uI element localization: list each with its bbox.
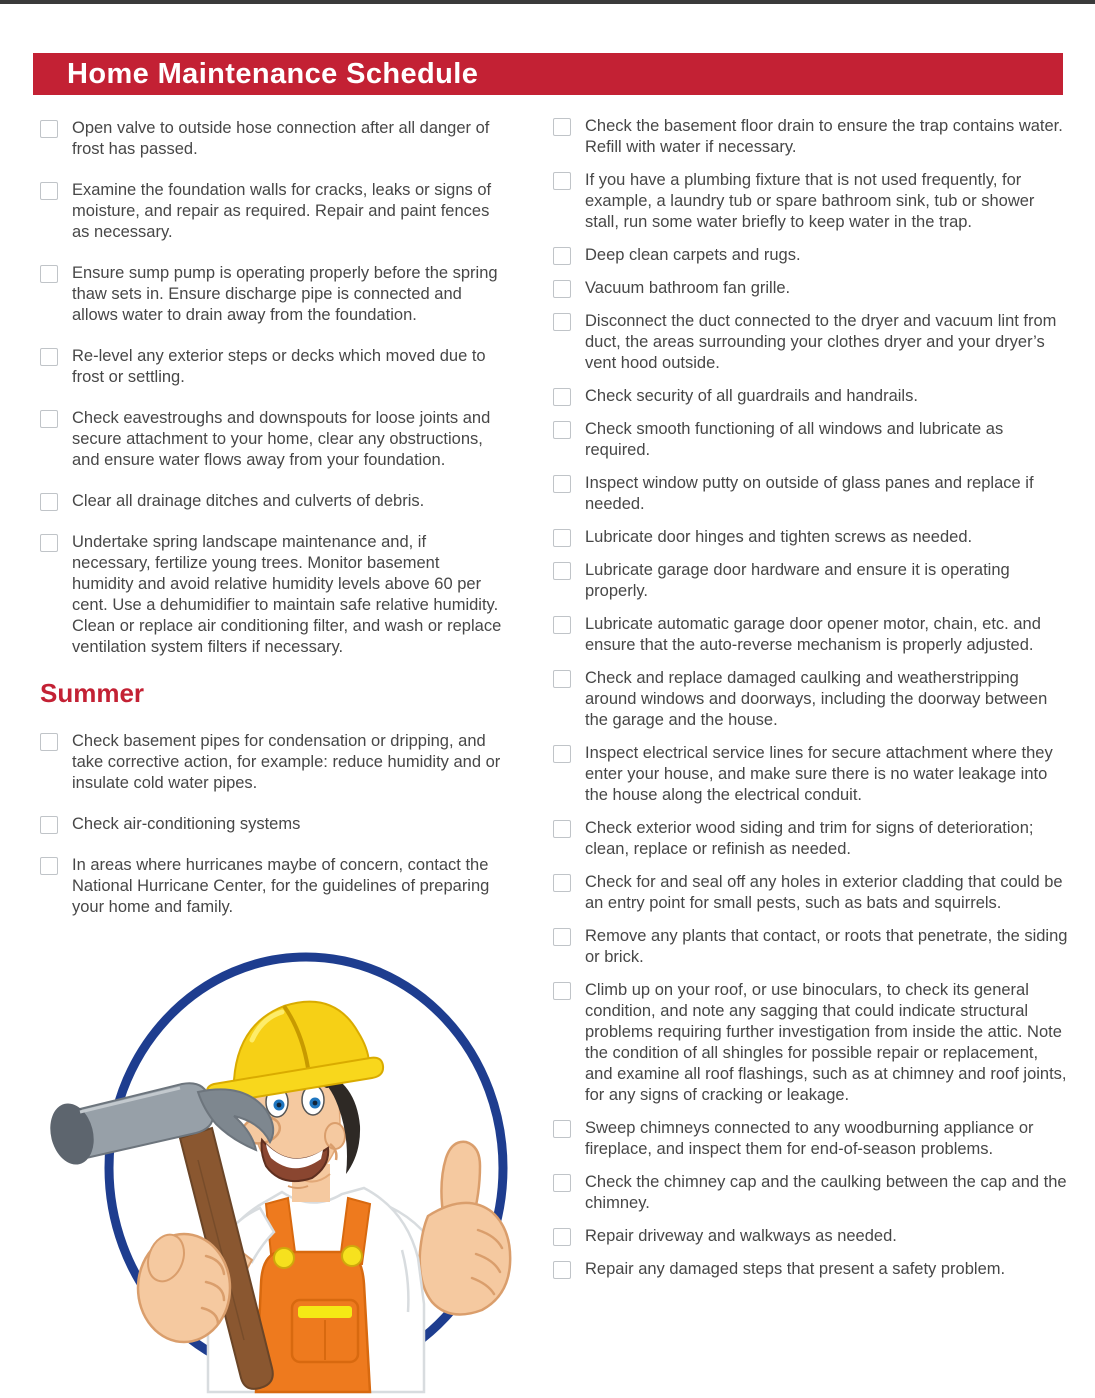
checkbox[interactable] <box>553 982 571 1000</box>
checklist-item <box>553 1259 1068 1280</box>
checklist-item <box>553 278 1068 299</box>
checkbox[interactable] <box>553 1120 571 1138</box>
checklist-item <box>553 527 1068 548</box>
spring-checklist <box>40 118 502 658</box>
checklist-item <box>40 731 502 794</box>
checklist-item-label: Inspect window putty on outside of glass panes and replace if needed. <box>585 474 1034 513</box>
checkbox[interactable] <box>553 745 571 763</box>
checklist-item <box>553 818 1068 860</box>
checklist-item <box>40 263 502 326</box>
checklist-item-label: Re-level any exterior steps or decks which moved due to frost or settling. <box>72 347 486 386</box>
checkbox[interactable] <box>553 280 571 298</box>
left-column <box>40 118 502 938</box>
checklist-item-label: Undertake spring landscape maintenance and, if necessary, fertilize young trees. Monitor basement humidity and avoid relative humidity levels above 60 per cent. Use a dehumidifier to maintain safe relative humidity. Clean or replace air conditioning filter, and wash or replace ventilation system filters if necessary. <box>72 533 502 656</box>
checklist-item-label: Repair any damaged steps that present a safety problem. <box>585 1260 1006 1278</box>
checkbox[interactable] <box>553 388 571 406</box>
checklist-item <box>553 1226 1068 1247</box>
checkbox[interactable] <box>553 1228 571 1246</box>
checklist-item <box>40 346 502 388</box>
checkbox[interactable] <box>553 247 571 265</box>
checkbox[interactable] <box>40 816 58 834</box>
checkbox[interactable] <box>553 1261 571 1279</box>
checkbox[interactable] <box>40 493 58 511</box>
checklist-item-label: Check the chimney cap and the caulking between the cap and the chimney. <box>585 1173 1067 1212</box>
checklist-item-label: Check the basement floor drain to ensure the trap contains water. Refill with water if necessary. <box>585 117 1063 156</box>
checklist-item-label: Examine the foundation walls for cracks, leaks or signs of moisture, and repair as required. Repair and paint fences as necessary. <box>72 181 492 241</box>
checkbox[interactable] <box>553 928 571 946</box>
checklist-item-label: Check for and seal off any holes in exterior cladding that could be an entry point for small pests, such as bats and squirrels. <box>585 873 1063 912</box>
checklist-item <box>553 872 1068 914</box>
checklist-item <box>553 926 1068 968</box>
checklist-item <box>553 980 1068 1106</box>
checklist-item <box>553 668 1068 731</box>
checklist-item-label: Repair driveway and walkways as needed. <box>585 1227 897 1245</box>
checklist-item-label: Open valve to outside hose connection after all danger of frost has passed. <box>72 119 490 158</box>
checklist-item <box>40 855 502 918</box>
page-title: Home Maintenance Schedule <box>67 57 479 90</box>
checklist-item <box>553 386 1068 407</box>
checklist-item-label: Ensure sump pump is operating properly before the spring thaw sets in. Ensure discharge pipe is connected and allows water to drain away from the foundation. <box>72 264 498 324</box>
checklist-item-label: Lubricate garage door hardware and ensure it is operating properly. <box>585 561 1010 600</box>
checkbox[interactable] <box>553 562 571 580</box>
checklist-item-label: Check basement pipes for condensation or dripping, and take corrective action, for example: reduce humidity and or insulate cold water pipes. <box>72 732 501 792</box>
checklist-item-label: Clear all drainage ditches and culverts of debris. <box>72 492 425 510</box>
handyman-illustration <box>30 940 530 1398</box>
checklist-item <box>553 1118 1068 1160</box>
checklist-item <box>553 170 1068 233</box>
checklist-item <box>553 245 1068 266</box>
checklist-item-label: Lubricate automatic garage door opener motor, chain, etc. and ensure that the auto-reverse mechanism is properly adjusted. <box>585 615 1041 654</box>
checkbox[interactable] <box>553 874 571 892</box>
checklist-item <box>40 408 502 471</box>
checklist-item-label: Check security of all guardrails and handrails. <box>585 387 918 405</box>
checklist-item-label: Check exterior wood siding and trim for signs of deterioration; clean, replace or refinish as needed. <box>585 819 1034 858</box>
summer-checklist <box>40 731 502 918</box>
checkbox[interactable] <box>553 616 571 634</box>
checkbox[interactable] <box>40 265 58 283</box>
checklist-item <box>553 743 1068 806</box>
checkbox[interactable] <box>553 529 571 547</box>
checkbox[interactable] <box>553 1174 571 1192</box>
checklist-item-label: Deep clean carpets and rugs. <box>585 246 801 264</box>
checklist-item <box>40 118 502 160</box>
checkbox[interactable] <box>40 534 58 552</box>
checkbox[interactable] <box>40 410 58 428</box>
checklist-item-label: Inspect electrical service lines for secure attachment where they enter your house, and make sure there is no water leakage into the house along the electrical conduit. <box>585 744 1053 804</box>
checkbox[interactable] <box>40 857 58 875</box>
checklist-item <box>553 473 1068 515</box>
checklist-item <box>40 814 502 835</box>
checklist-item-label: Check and replace damaged caulking and weatherstripping around windows and doorways, including the doorway between the garage and the house. <box>585 669 1048 729</box>
checklist-item <box>553 116 1068 158</box>
checkbox[interactable] <box>40 182 58 200</box>
checklist-item <box>553 560 1068 602</box>
checkbox[interactable] <box>553 118 571 136</box>
checklist-item-label: Check air-conditioning systems <box>72 815 301 833</box>
checkbox[interactable] <box>553 172 571 190</box>
summer-heading: Summer <box>40 678 145 708</box>
checklist-item-label: Lubricate door hinges and tighten screws as needed. <box>585 528 973 546</box>
checkbox[interactable] <box>553 313 571 331</box>
checklist-item-label: If you have a plumbing fixture that is not used frequently, for example, a laundry tub or spare bathroom sink, tub or shower stall, run some water briefly to keep water in the trap. <box>585 171 1035 231</box>
checkbox[interactable] <box>40 120 58 138</box>
checklist-item <box>40 180 502 243</box>
checklist-item-label: Check smooth functioning of all windows and lubricate as required. <box>585 420 1004 459</box>
title-banner <box>33 53 1063 95</box>
checklist-item <box>553 614 1068 656</box>
checklist-item-label: Vacuum bathroom fan grille. <box>585 279 791 297</box>
checklist-item <box>553 419 1068 461</box>
checkbox[interactable] <box>553 670 571 688</box>
maintenance-checklist <box>553 116 1068 1280</box>
checklist-item-label: Check eavestroughs and downspouts for loose joints and secure attachment to your home, clear any obstructions, and ensure water flows away from your foundation. <box>72 409 491 469</box>
checkbox[interactable] <box>553 421 571 439</box>
checklist-item <box>40 532 502 658</box>
right-column <box>553 116 1068 1292</box>
checkbox[interactable] <box>553 475 571 493</box>
checklist-item-label: Remove any plants that contact, or roots that penetrate, the siding or brick. <box>585 927 1068 966</box>
checkbox[interactable] <box>553 820 571 838</box>
checklist-item <box>40 491 502 512</box>
checklist-item <box>553 311 1068 374</box>
checklist-item <box>553 1172 1068 1214</box>
checklist-item-label: Sweep chimneys connected to any woodburning appliance or fireplace, and inspect them for end-of-season problems. <box>585 1119 1034 1158</box>
checkbox[interactable] <box>40 733 58 751</box>
checkbox[interactable] <box>40 348 58 366</box>
top-border <box>0 0 1095 4</box>
checklist-item-label: In areas where hurricanes maybe of concern, contact the National Hurricane Center, for the guidelines of preparing your home and family. <box>72 856 490 916</box>
checklist-item-label: Climb up on your roof, or use binoculars, to check its general condition, and note any sagging that could indicate structural problems requiring further investigation from inside the attic. Note the condition of all shingles for possible repair or replacement, and examine all roof flashings, such as at chimney and roof joints, for any signs of cracking or leakage. <box>585 981 1067 1104</box>
checklist-item-label: Disconnect the duct connected to the dryer and vacuum lint from duct, the areas surrounding your clothes dryer and your dryer’s vent hood outside. <box>585 312 1057 372</box>
